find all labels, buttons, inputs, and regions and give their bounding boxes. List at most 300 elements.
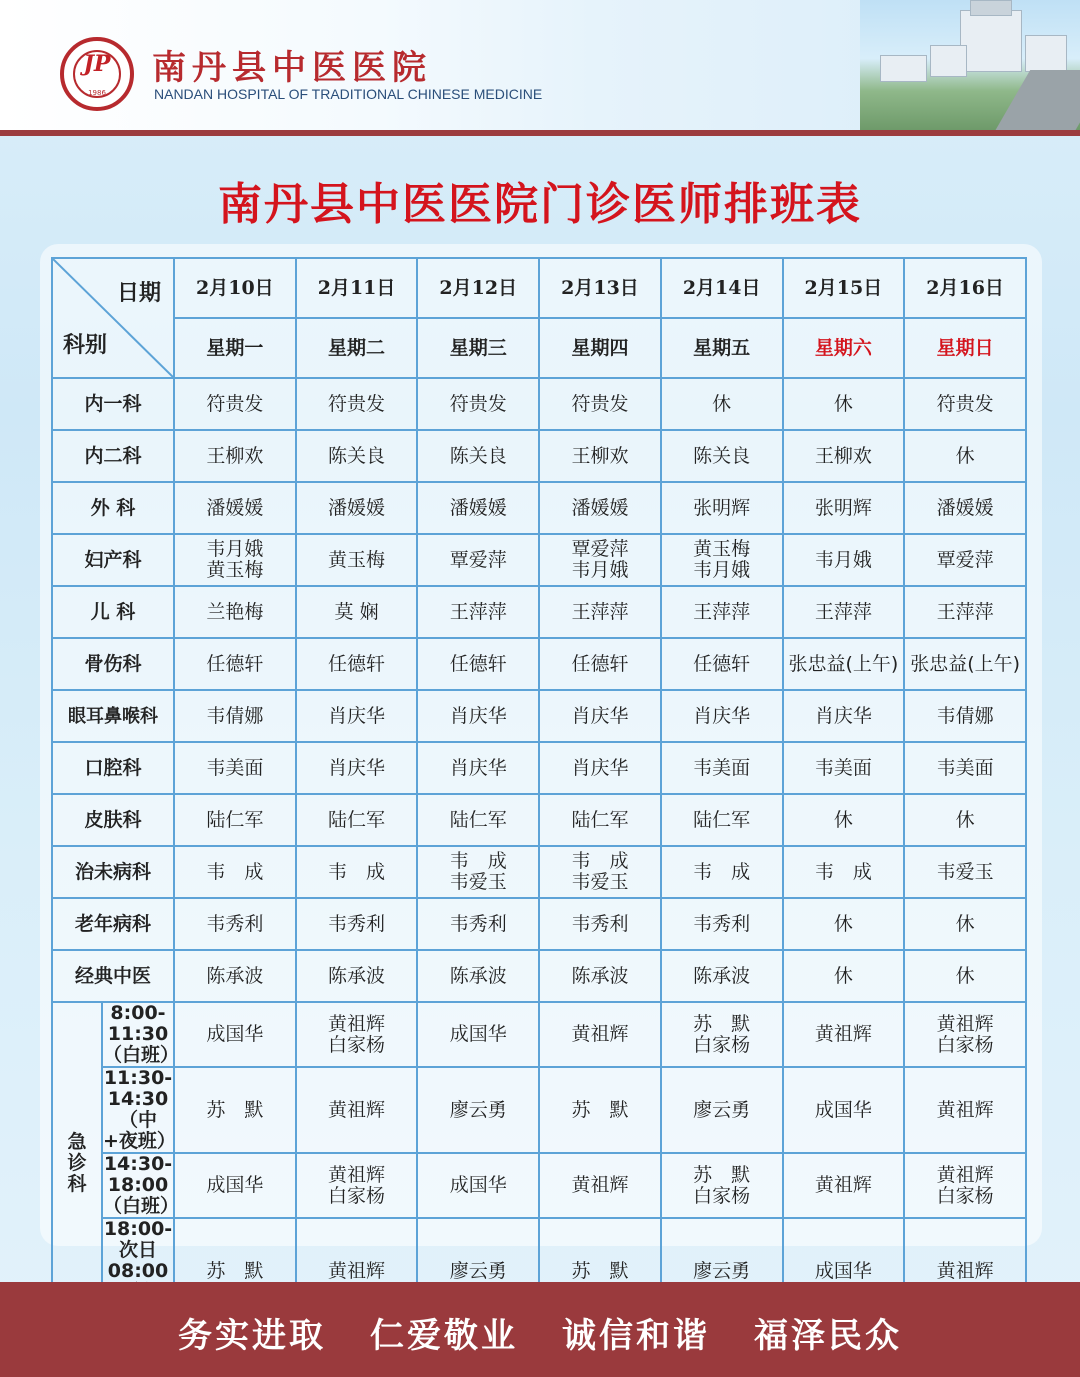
schedule-cell bbox=[539, 430, 661, 482]
schedule-cell bbox=[174, 898, 296, 950]
doctor-name: 苏 默 bbox=[571, 1260, 629, 1282]
doctor-name: 休 bbox=[955, 912, 975, 935]
schedule-cell bbox=[904, 1153, 1026, 1218]
doctor-name: 韦爱玉 bbox=[936, 860, 994, 883]
schedule-cell bbox=[296, 638, 418, 690]
doctor-name: 任德轩 bbox=[449, 652, 507, 675]
schedule-cell bbox=[174, 586, 296, 638]
doctor-name: 苏 默 bbox=[571, 1098, 629, 1121]
doctor-name: 廖云勇 bbox=[693, 1260, 751, 1282]
schedule-cell bbox=[417, 898, 539, 950]
doctor-name: 肖庆华 bbox=[693, 704, 751, 727]
schedule-cell bbox=[539, 638, 661, 690]
doctor-name: 肖庆华 bbox=[328, 704, 386, 727]
doctor-name: 张明辉 bbox=[814, 496, 872, 519]
doctor-name: 韦倩娜 bbox=[936, 704, 994, 727]
schedule-cell bbox=[783, 950, 905, 1002]
schedule-cell bbox=[296, 534, 418, 586]
doctor-name: 王萍萍 bbox=[571, 600, 629, 623]
schedule-cell bbox=[783, 1153, 905, 1218]
schedule-cell bbox=[904, 1002, 1026, 1067]
table-row bbox=[52, 846, 1026, 898]
schedule-cell bbox=[417, 482, 539, 534]
schedule-cell bbox=[661, 1153, 783, 1218]
doctor-name: 肖庆华 bbox=[571, 756, 629, 779]
hospital-logo-icon: JP 1986 bbox=[60, 37, 134, 111]
doctor-name: 任德轩 bbox=[328, 652, 386, 675]
doctor-name: 韦 成 bbox=[449, 850, 507, 872]
schedule-cell bbox=[296, 430, 418, 482]
emergency-dept-name bbox=[52, 1002, 102, 1325]
doctor-name: 韦月娥 bbox=[693, 559, 751, 581]
schedule-cell bbox=[174, 794, 296, 846]
doctor-name: 陆仁军 bbox=[206, 808, 264, 831]
doctor-name: 韦 成 bbox=[328, 860, 386, 883]
doctor-name: 苏 默 bbox=[693, 1163, 751, 1186]
schedule-cell bbox=[539, 690, 661, 742]
schedule-cell bbox=[661, 1067, 783, 1153]
department-name: 皮肤科 bbox=[52, 794, 174, 846]
doctor-name: 黄祖辉 bbox=[936, 1098, 994, 1121]
doctor-name: 廖云勇 bbox=[449, 1260, 507, 1282]
doctor-name: 成国华 bbox=[449, 1023, 507, 1045]
doctor-name: 白家杨 bbox=[693, 1033, 751, 1056]
doctor-name: 陈关良 bbox=[693, 444, 751, 467]
schedule-cell bbox=[417, 1153, 539, 1218]
schedule-cell bbox=[174, 950, 296, 1002]
schedule-cell bbox=[296, 1153, 418, 1218]
doctor-name: 韦秀利 bbox=[571, 912, 629, 935]
emergency-dept-char: 急 bbox=[67, 1131, 87, 1153]
page-title: 南丹县中医医院门诊医师排班表 bbox=[218, 179, 862, 230]
weekday-header: 星期一 bbox=[174, 318, 296, 378]
schedule-cell bbox=[296, 378, 418, 430]
doctor-name: 韦秀利 bbox=[693, 912, 751, 935]
hospital-building-photo bbox=[860, 0, 1080, 130]
schedule-cell bbox=[661, 846, 783, 898]
weekday-header: 星期四 bbox=[539, 318, 661, 378]
schedule-cell bbox=[904, 950, 1026, 1002]
doctor-name: 王柳欢 bbox=[814, 444, 872, 467]
slogan-row bbox=[0, 1308, 1080, 1357]
department-name: 经典中医 bbox=[52, 950, 174, 1002]
doctor-name: 韦美面 bbox=[206, 756, 264, 779]
doctor-name: 王萍萍 bbox=[449, 600, 507, 623]
weekday-header: 星期五 bbox=[661, 318, 783, 378]
doctor-name: 肖庆华 bbox=[328, 756, 386, 779]
doctor-name: 韦 成 bbox=[206, 860, 264, 883]
doctor-name: 韦月娥 bbox=[814, 548, 872, 571]
doctor-name: 陈承波 bbox=[449, 964, 507, 987]
schedule-cell bbox=[783, 638, 905, 690]
schedule-cell bbox=[174, 1002, 296, 1067]
weekday-header: 星期日 bbox=[904, 318, 1026, 378]
doctor-name: 成国华 bbox=[814, 1260, 872, 1282]
doctor-name: 陆仁军 bbox=[449, 808, 507, 831]
doctor-name: 王萍萍 bbox=[936, 600, 994, 623]
shift-type: （中+夜班） bbox=[103, 1109, 176, 1152]
doctor-name: 白家杨 bbox=[936, 1184, 994, 1207]
doctor-name: 韦秀利 bbox=[449, 912, 507, 935]
doctor-name: 潘媛媛 bbox=[449, 496, 507, 519]
doctor-name: 黄祖辉 bbox=[571, 1023, 629, 1045]
schedule-cell bbox=[417, 534, 539, 586]
weekday-header: 星期二 bbox=[296, 318, 418, 378]
corner-diagonal-line bbox=[53, 259, 175, 379]
schedule-cell bbox=[661, 1002, 783, 1067]
doctor-name: 成国华 bbox=[449, 1174, 507, 1196]
schedule-cell bbox=[296, 1002, 418, 1067]
schedule-cell bbox=[417, 794, 539, 846]
schedule-cell bbox=[783, 846, 905, 898]
schedule-cell bbox=[174, 482, 296, 534]
schedule-cell bbox=[661, 638, 783, 690]
schedule-cell bbox=[174, 742, 296, 794]
doctor-name: 休 bbox=[712, 392, 732, 415]
shift-time bbox=[102, 1153, 180, 1218]
schedule-cell bbox=[661, 742, 783, 794]
doctor-name: 陆仁军 bbox=[571, 808, 629, 831]
hospital-name-cn: 南丹县中医医院 bbox=[152, 48, 432, 88]
doctor-name: 韦月娥 bbox=[571, 559, 629, 581]
slogan-text: 福泽民众 bbox=[754, 1316, 902, 1356]
doctor-name: 黄祖辉 bbox=[814, 1174, 872, 1196]
doctor-name: 黄祖辉 bbox=[936, 1012, 994, 1035]
doctor-name: 陈关良 bbox=[449, 444, 507, 467]
schedule-cell bbox=[904, 742, 1026, 794]
doctor-name: 符贵发 bbox=[328, 392, 386, 415]
shift-type: （白班） bbox=[103, 1044, 180, 1066]
schedule-cell bbox=[174, 846, 296, 898]
table-row bbox=[52, 690, 1026, 742]
doctor-name: 苏 默 bbox=[206, 1260, 264, 1282]
emergency-dept-char: 科 bbox=[67, 1173, 87, 1195]
schedule-cell bbox=[783, 690, 905, 742]
corner-dept-label: 科别 bbox=[63, 333, 108, 358]
doctor-name: 任德轩 bbox=[693, 652, 751, 675]
doctor-name: 黄祖辉 bbox=[571, 1174, 629, 1196]
doctor-name: 苏 默 bbox=[693, 1012, 751, 1035]
schedule-cell bbox=[661, 690, 783, 742]
weekday-header: 星期六 bbox=[783, 318, 905, 378]
date-header: 2月13日 bbox=[539, 258, 661, 318]
schedule-cell bbox=[539, 794, 661, 846]
footer-banner bbox=[0, 1282, 1080, 1377]
doctor-name: 肖庆华 bbox=[449, 704, 507, 727]
schedule-cell bbox=[174, 1153, 296, 1218]
schedule-cell bbox=[174, 378, 296, 430]
schedule-cell bbox=[783, 794, 905, 846]
shift-time-range: 8:00-11:30 bbox=[107, 1002, 169, 1045]
doctor-name: 黄祖辉 bbox=[936, 1260, 994, 1282]
table-row-emergency bbox=[52, 1153, 1026, 1218]
shift-time bbox=[102, 1067, 174, 1153]
schedule-cell bbox=[417, 846, 539, 898]
department-name: 骨伤科 bbox=[52, 638, 174, 690]
slogan-text: 务实进取 bbox=[178, 1316, 326, 1356]
schedule-cell bbox=[539, 586, 661, 638]
doctor-name: 陆仁军 bbox=[328, 808, 386, 831]
doctor-name: 白家杨 bbox=[328, 1184, 386, 1207]
table-row bbox=[52, 378, 1026, 430]
doctor-name: 休 bbox=[955, 964, 975, 987]
doctor-name: 潘媛媛 bbox=[206, 496, 264, 519]
doctor-name: 韦秀利 bbox=[328, 912, 386, 935]
schedule-cell bbox=[417, 586, 539, 638]
schedule-cell bbox=[783, 430, 905, 482]
shift-time-range: 11:30-14:30 bbox=[103, 1067, 173, 1110]
doctor-name: 陈承波 bbox=[328, 964, 386, 987]
schedule-cell bbox=[174, 1067, 296, 1153]
schedule-cell bbox=[661, 898, 783, 950]
table-row bbox=[52, 482, 1026, 534]
doctor-name: 休 bbox=[955, 808, 975, 831]
shift-time-range: 18:00-次日08:00 bbox=[103, 1218, 173, 1282]
table-row bbox=[52, 430, 1026, 482]
doctor-name: 黄祖辉 bbox=[328, 1098, 386, 1121]
doctor-name: 黄祖辉 bbox=[328, 1260, 386, 1282]
schedule-cell bbox=[661, 430, 783, 482]
doctor-name: 韦爱玉 bbox=[571, 871, 629, 893]
doctor-name: 韦倩娜 bbox=[206, 704, 264, 727]
table-row bbox=[52, 534, 1026, 586]
schedule-cell bbox=[661, 794, 783, 846]
date-header: 2月10日 bbox=[174, 258, 296, 318]
doctor-name: 休 bbox=[833, 912, 853, 935]
doctor-name: 韦美面 bbox=[936, 756, 994, 779]
schedule-cell bbox=[904, 482, 1026, 534]
schedule-cell bbox=[174, 690, 296, 742]
doctor-name: 韦 成 bbox=[571, 850, 629, 872]
doctor-name: 王柳欢 bbox=[206, 444, 264, 467]
table-row bbox=[52, 794, 1026, 846]
header-banner bbox=[0, 0, 1080, 130]
doctor-name: 韦秀利 bbox=[206, 912, 264, 935]
doctor-name: 休 bbox=[833, 392, 853, 415]
schedule-cell bbox=[783, 742, 905, 794]
doctor-name: 黄祖辉 bbox=[814, 1023, 872, 1045]
doctor-name: 白家杨 bbox=[328, 1033, 386, 1056]
schedule-cell bbox=[661, 378, 783, 430]
table-row-emergency bbox=[52, 1067, 1026, 1153]
schedule-cell bbox=[417, 430, 539, 482]
schedule-cell bbox=[661, 950, 783, 1002]
schedule-cell bbox=[783, 1002, 905, 1067]
doctor-name: 王萍萍 bbox=[814, 600, 872, 623]
doctor-name: 肖庆华 bbox=[449, 756, 507, 779]
schedule-cell bbox=[661, 534, 783, 586]
table-row bbox=[52, 898, 1026, 950]
schedule-cell bbox=[296, 690, 418, 742]
doctor-name: 休 bbox=[833, 808, 853, 831]
department-name: 老年病科 bbox=[52, 898, 174, 950]
doctor-name: 肖庆华 bbox=[814, 704, 872, 727]
department-name: 外 科 bbox=[52, 482, 174, 534]
schedule-cell bbox=[539, 742, 661, 794]
doctor-name: 符贵发 bbox=[449, 392, 507, 415]
department-name: 眼耳鼻喉科 bbox=[52, 690, 174, 742]
schedule-cell bbox=[417, 638, 539, 690]
header-row-dates bbox=[52, 258, 1026, 318]
doctor-name: 任德轩 bbox=[571, 652, 629, 675]
date-header: 2月16日 bbox=[904, 258, 1026, 318]
schedule-cell bbox=[783, 586, 905, 638]
schedule-cell bbox=[904, 534, 1026, 586]
schedule-cell bbox=[904, 846, 1026, 898]
doctor-name: 黄玉梅 bbox=[693, 538, 751, 560]
schedule-cell bbox=[904, 690, 1026, 742]
shift-time bbox=[102, 1002, 180, 1067]
schedule-cell bbox=[296, 1067, 418, 1153]
doctor-name: 廖云勇 bbox=[449, 1098, 507, 1121]
schedule-cell bbox=[174, 638, 296, 690]
corner-date-label: 日期 bbox=[116, 281, 161, 306]
schedule-cell bbox=[296, 898, 418, 950]
schedule-cell bbox=[539, 378, 661, 430]
header-row-weekdays bbox=[52, 318, 1026, 378]
doctor-name: 任德轩 bbox=[206, 652, 264, 675]
department-name: 内二科 bbox=[52, 430, 174, 482]
doctor-name: 符贵发 bbox=[206, 392, 264, 415]
schedule-cell bbox=[417, 690, 539, 742]
schedule-cell bbox=[904, 430, 1026, 482]
schedule-cell bbox=[904, 586, 1026, 638]
doctor-name: 陆仁军 bbox=[693, 808, 751, 831]
doctor-name: 韦美面 bbox=[814, 756, 872, 779]
doctor-name: 休 bbox=[955, 444, 975, 467]
slogan-text: 诚信和谐 bbox=[562, 1316, 710, 1356]
schedule-cell bbox=[296, 742, 418, 794]
header-corner bbox=[52, 258, 174, 378]
schedule-cell bbox=[296, 846, 418, 898]
schedule-cell bbox=[904, 378, 1026, 430]
schedule-cell bbox=[783, 898, 905, 950]
doctor-name: 陈关良 bbox=[328, 444, 386, 467]
schedule-cell bbox=[539, 898, 661, 950]
doctor-name: 休 bbox=[833, 964, 853, 987]
doctor-name: 王柳欢 bbox=[571, 444, 629, 467]
department-name: 妇产科 bbox=[52, 534, 174, 586]
emergency-dept-char: 诊 bbox=[67, 1152, 87, 1174]
schedule-cell bbox=[174, 430, 296, 482]
schedule-cell bbox=[296, 794, 418, 846]
department-name: 儿 科 bbox=[52, 586, 174, 638]
doctor-name: 覃爱萍 bbox=[449, 548, 507, 571]
doctor-name: 陈承波 bbox=[571, 964, 629, 987]
doctor-name: 张忠益(上午) bbox=[788, 652, 899, 675]
schedule-cell bbox=[539, 950, 661, 1002]
doctor-name: 潘媛媛 bbox=[936, 496, 994, 519]
department-name: 治未病科 bbox=[52, 846, 174, 898]
doctor-name: 陈承波 bbox=[206, 964, 264, 987]
schedule-table bbox=[51, 257, 1027, 1326]
doctor-name: 黄祖辉 bbox=[936, 1163, 994, 1186]
doctor-name: 韦爱玉 bbox=[449, 871, 507, 893]
doctor-name: 张忠益(上午) bbox=[910, 652, 1021, 675]
doctor-name: 廖云勇 bbox=[693, 1098, 751, 1121]
doctor-name: 黄祖辉 bbox=[328, 1163, 386, 1186]
department-name: 内一科 bbox=[52, 378, 174, 430]
doctor-name: 张明辉 bbox=[693, 496, 751, 519]
schedule-cell bbox=[783, 534, 905, 586]
doctor-name: 潘媛媛 bbox=[328, 496, 386, 519]
schedule-cell bbox=[417, 378, 539, 430]
doctor-name: 白家杨 bbox=[693, 1184, 751, 1207]
schedule-cell bbox=[417, 1002, 539, 1067]
doctor-name: 覃爱萍 bbox=[571, 538, 629, 560]
doctor-name: 黄祖辉 bbox=[328, 1012, 386, 1035]
table-row bbox=[52, 950, 1026, 1002]
schedule-cell bbox=[296, 950, 418, 1002]
doctor-name: 韦 成 bbox=[814, 860, 872, 883]
schedule-cell bbox=[417, 950, 539, 1002]
table-row bbox=[52, 742, 1026, 794]
table-row bbox=[52, 638, 1026, 690]
schedule-cell bbox=[539, 482, 661, 534]
schedule-cell bbox=[904, 638, 1026, 690]
schedule-cell bbox=[539, 846, 661, 898]
doctor-name: 苏 默 bbox=[206, 1098, 264, 1121]
doctor-name: 黄玉梅 bbox=[206, 559, 264, 581]
doctor-name: 符贵发 bbox=[571, 392, 629, 415]
doctor-name: 兰艳梅 bbox=[206, 600, 264, 623]
schedule-cell bbox=[539, 1067, 661, 1153]
date-header: 2月14日 bbox=[661, 258, 783, 318]
doctor-name: 韦月娥 bbox=[206, 538, 264, 560]
doctor-name: 白家杨 bbox=[936, 1033, 994, 1056]
doctor-name: 韦美面 bbox=[693, 756, 751, 779]
schedule-cell bbox=[783, 482, 905, 534]
doctor-name: 覃爱萍 bbox=[936, 548, 994, 571]
doctor-name: 潘媛媛 bbox=[571, 496, 629, 519]
weekday-header: 星期三 bbox=[417, 318, 539, 378]
schedule-cell bbox=[904, 794, 1026, 846]
schedule-cell bbox=[904, 1067, 1026, 1153]
date-header: 2月15日 bbox=[783, 258, 905, 318]
date-header: 2月11日 bbox=[296, 258, 418, 318]
table-row bbox=[52, 586, 1026, 638]
doctor-name: 肖庆华 bbox=[571, 704, 629, 727]
doctor-name: 韦 成 bbox=[693, 860, 751, 883]
hospital-name-en: NANDAN HOSPITAL OF TRADITIONAL CHINESE MEDICINE bbox=[154, 86, 543, 102]
schedule-cell bbox=[539, 1002, 661, 1067]
doctor-name: 陈承波 bbox=[693, 964, 751, 987]
department-name: 口腔科 bbox=[52, 742, 174, 794]
schedule-cell bbox=[539, 1153, 661, 1218]
table-row-emergency bbox=[52, 1002, 1026, 1067]
shift-type: （白班） bbox=[103, 1195, 180, 1217]
schedule-cell bbox=[174, 534, 296, 586]
doctor-name: 黄玉梅 bbox=[328, 548, 386, 571]
schedule-cell bbox=[783, 378, 905, 430]
schedule-cell bbox=[904, 898, 1026, 950]
shift-time-range: 14:30-18:00 bbox=[103, 1153, 173, 1196]
doctor-name: 成国华 bbox=[206, 1023, 264, 1045]
doctor-name: 王萍萍 bbox=[693, 600, 751, 623]
schedule-cell bbox=[417, 1067, 539, 1153]
doctor-name: 符贵发 bbox=[936, 392, 994, 415]
slogan-text: 仁爱敬业 bbox=[370, 1316, 518, 1356]
schedule-cell bbox=[661, 586, 783, 638]
schedule-cell bbox=[417, 742, 539, 794]
doctor-name: 成国华 bbox=[814, 1098, 872, 1121]
header-divider bbox=[0, 130, 1080, 136]
doctor-name: 莫 娴 bbox=[334, 600, 379, 623]
schedule-cell bbox=[296, 586, 418, 638]
schedule-cell bbox=[296, 482, 418, 534]
schedule-cell bbox=[783, 1067, 905, 1153]
schedule-cell bbox=[661, 482, 783, 534]
